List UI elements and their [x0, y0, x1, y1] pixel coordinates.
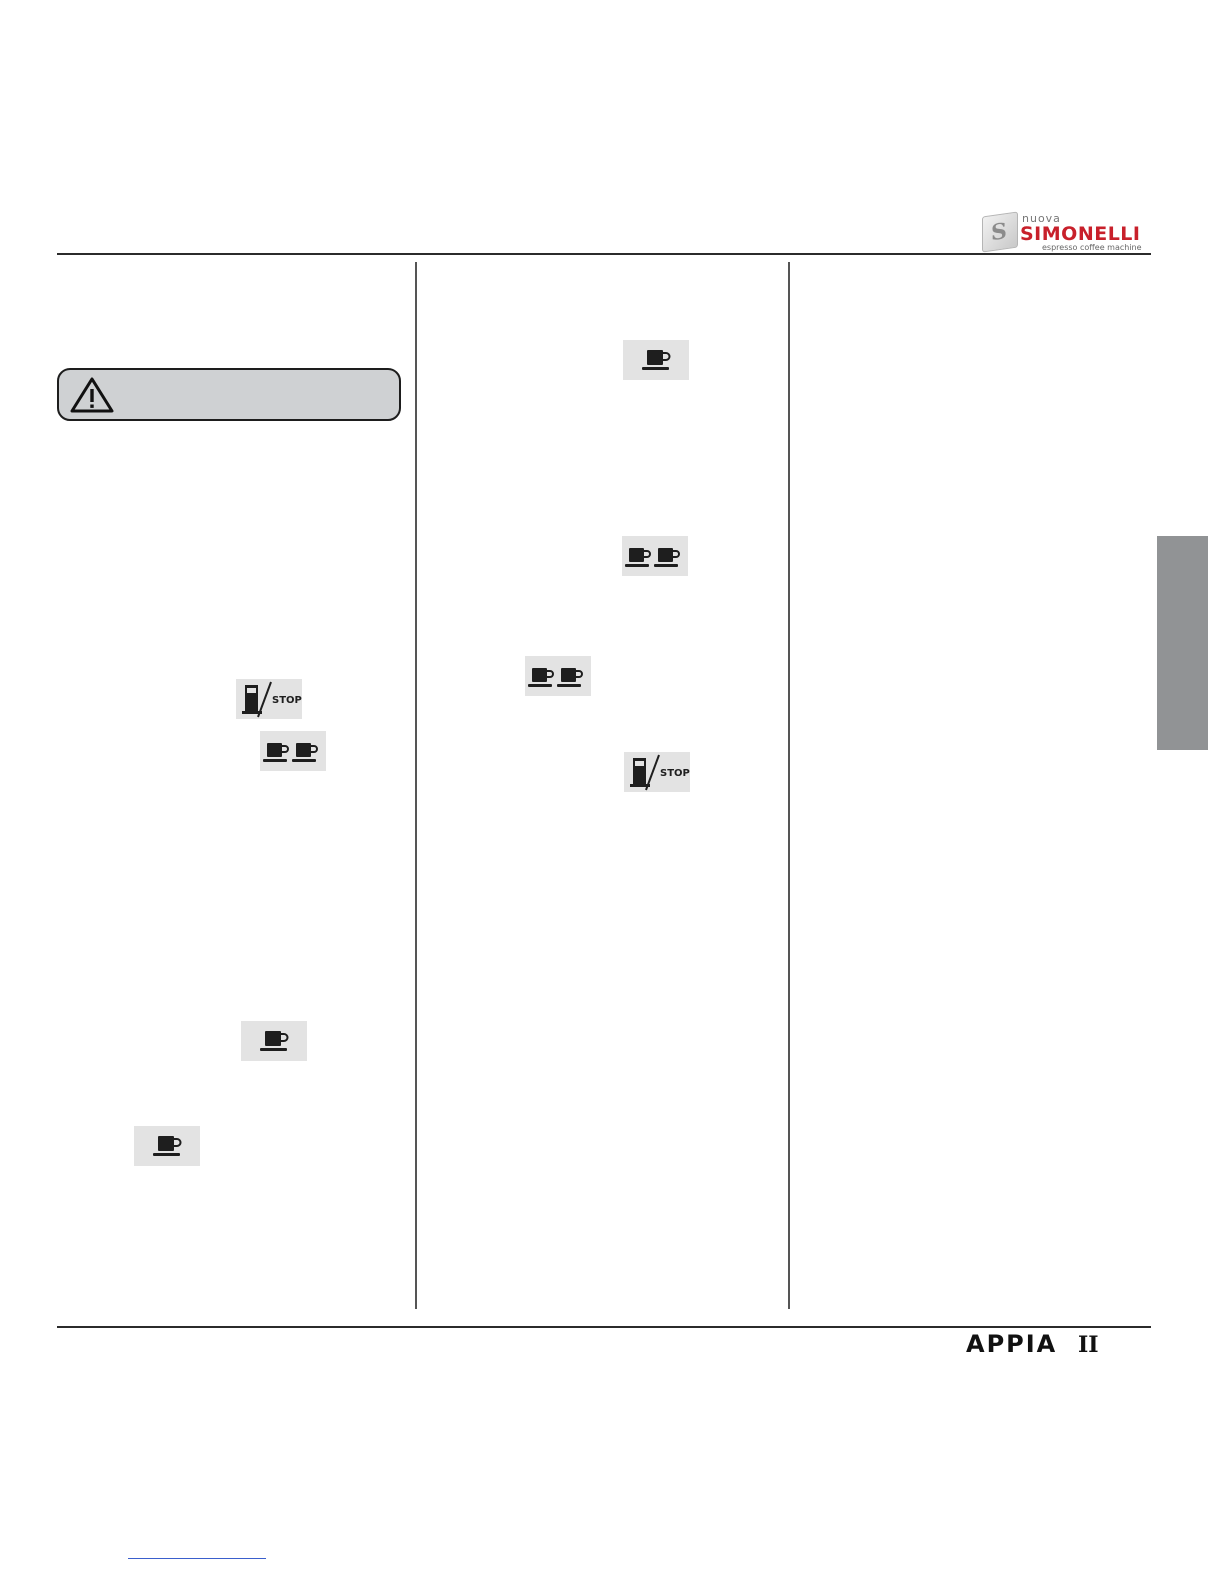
stop-label: STOP	[660, 768, 690, 779]
logo-mark-icon: S	[982, 211, 1018, 252]
model-logo	[966, 1330, 1099, 1358]
continuous-stop-icon	[624, 752, 690, 792]
continuous-stop-key-b	[624, 752, 690, 792]
two-cups-icon	[525, 656, 591, 696]
column-divider-right	[788, 262, 790, 1309]
continuous-stop-key	[236, 679, 302, 719]
one-cup-icon	[241, 1021, 307, 1061]
continuous-stop-icon	[236, 679, 302, 719]
one-cup-icon	[623, 340, 689, 380]
model-name: APPIA	[966, 1330, 1058, 1358]
two-cups-key-b	[622, 536, 688, 576]
model-suffix: II	[1078, 1332, 1099, 1358]
one-cup-icon	[134, 1126, 200, 1166]
logo-brand-text: SIMONELLI	[1020, 223, 1141, 245]
stop-label: STOP	[272, 695, 302, 706]
one-cup-key-a	[241, 1021, 307, 1061]
two-cups-key-c	[525, 656, 591, 696]
logo-small-text: nuova	[1022, 212, 1061, 225]
column-divider-left	[415, 262, 417, 1309]
section-side-tab	[1157, 536, 1208, 750]
nuova-simonelli-logo	[982, 212, 1154, 252]
header-rule	[57, 253, 1151, 255]
one-cup-key-c	[623, 340, 689, 380]
two-cups-icon	[622, 536, 688, 576]
warning-box	[57, 368, 401, 421]
one-cup-key-b	[134, 1126, 200, 1166]
two-cups-key-a	[260, 731, 326, 771]
footer-rule	[57, 1326, 1151, 1328]
warning-triangle-icon	[69, 376, 115, 414]
logo-tagline: espresso coffee machine	[1042, 243, 1142, 252]
link-underline	[128, 1558, 266, 1559]
two-cups-icon	[260, 731, 326, 771]
